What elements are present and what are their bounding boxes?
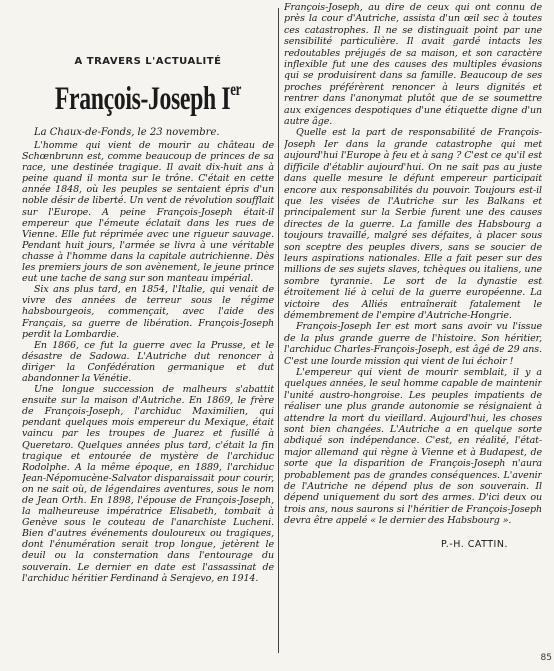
paragraph: Quelle est la part de responsabilité de François-Joseph Ier dans la grande catastrophe qui met aujourd'hui l'Europe à feu et à sang ? C'est ce qu'il est difficile d'établir aujourd'hui. On ne sait pas au juste dans quelle mesure le défunt empereur participait encore aux responsabilités du pouvoir. Toujours est-il que les visées de l'Autriche sur les Balkans et principalement sur la Serbie furent une des causes directes de la guerre. La famille des Habsbourg a toujours travaillé, malgré ses défaites, à placer sous son sceptre des peuples divers, sans se soucier de leurs aspirations nationales. Elle a fait peser sur des millions de ses sujets slaves, tchèques ou italiens, une sombre tyrannie. Le sort de la dynastie est étroitement lié à celui de la guerre européenne. La victoire des Alliés entraînerait fatalement le démembrement de l'empire d'Autriche-Hongrie. xyxy=(284,127,542,321)
paragraph: L'homme qui vient de mourir au château de Schœnbrunn est, comme beaucoup de princes de sa race, une destinée tragique. Il avait dix-huit ans à peine quand il monta sur le trône. C'était en cette année 1848, où les peuples se sentaient épris d'un noble désir de liberté. Un vent de révolution soufflait sur l'Europe. A peine François-Joseph était-il empereur que l'émeute éclatait dans les rues de Vienne. Elle fut réprimée avec une rigueur sauvage. Pendant huit jours, l'armée se livra à une véritable chasse à l'homme dans la capitale autrichienne. Dès les premiers jours de son avènement, le jeune prince eut une tache de sang sur son manteau impérial. xyxy=(22,140,274,285)
page-number: 85 xyxy=(540,653,552,663)
paragraph: Une longue succession de malheurs s'abattit ensuite sur la maison d'Autriche. En 1869, le frère de François-Joseph, l'archiduc Maximilien, qui pendant quelques mois empereur du Mexique, était vaincu par les troupes de Juarez et fusillé à Queretaro. Quelques années plus tard, c'était la fin tragique et entourée de mystère de l'archiduc Rodolphe. A la même époque, en 1889, l'archiduc Jean-Népomucène-Salvator disparaissait pour courir, on ne sait où, de légendaires aventures, sous le nom de Jean Orth. En 1898, l'épouse de François-Joseph, la malheureuse impératrice Elisabeth, tombait à Genève sous le couteau de l'anarchiste Lucheni. Bien d'autres événements douloureux ou tragiques, dont l'énumération serait trop longue, jetèrent le deuil ou la consternation dans l'entourage du souverain. Le dernier en date est l'assassinat de l'archiduc héritier Ferdinand à Serajevo, en 1914. xyxy=(22,384,274,584)
article-title xyxy=(22,69,274,119)
paragraph: François-Joseph Ier est mort sans avoir vu l'issue de la plus grande guerre de l'histoire. Son héritier, l'archiduc Charles-François-Joseph, est âgé de 29 ans. C'est une lourde mission qui vient de lui échoir ! xyxy=(284,321,542,367)
column-divider xyxy=(278,8,279,653)
dateline: La Chaux-de-Fonds, le 23 novembre. xyxy=(34,127,220,138)
paragraph: En 1866, ce fut la guerre avec la Prusse, et le désastre de Sadowa. L'Autriche dut renoncer à diriger la Confédération germanique et dut abandonner la Vénétie. xyxy=(22,339,274,384)
right-column xyxy=(284,0,542,671)
paragraph: L'empereur qui vient de mourir semblait, il y a quelques années, le seul homme capable de maintenir l'unité austro-hongroise. Les peuples impatients de réaliser une plus grande autonomie se résignaient à attendre la mort du vieillard. Aujourd'hui, les choses sont bien changées. L'Autriche a en quelque sorte abdiqué son indépendance. C'est, en réalité, l'état-major allemand qui règne à Vienne et à Budapest, de sorte que la disparition de François-Joseph n'aura probablement pas de grandes conséquences. L'avenir de l'Autriche ne dépend plus de son souverain. Il dépend uniquement du sort des armes. D'ici deux ou trois ans, nous saurons si l'héritier de François-Joseph devra être appelé « le dernier des Habsbourg ». xyxy=(284,367,542,527)
paragraph: Six ans plus tard, en 1854, l'Italie, qui venait de vivre des années de terreur sous le régime habsbourgeois, commençait, avec l'aide des Français, sa guerre de libération. François-Joseph perdit la Lombardie. xyxy=(22,284,274,340)
author-signature: P.-H. CATTIN. xyxy=(441,538,508,550)
title-suffix: er xyxy=(230,79,242,99)
title-text: François-Joseph I xyxy=(54,81,231,117)
left-column xyxy=(22,0,274,671)
paragraph: François-Joseph, au dire de ceux qui ont connu de près la cour d'Autriche, assista d'un œil sec à toutes ces catastrophes. Il ne se distinguait point par une sensibilité particulière. Il avait gardé intacts les redoutables préjugés de sa maison, et son caractère inflexible fut une des causes des multiples évasions qui se produisirent dans sa famille. Beaucoup de ses proches préférèrent renoncer à leurs dignités et rentrer dans l'anonymat plutôt que de se soumettre aux exigences despotiques d'une étiquette digne d'un autre âge. xyxy=(284,2,542,128)
section-heading: A TRAVERS L'ACTUALITÉ xyxy=(74,56,222,67)
